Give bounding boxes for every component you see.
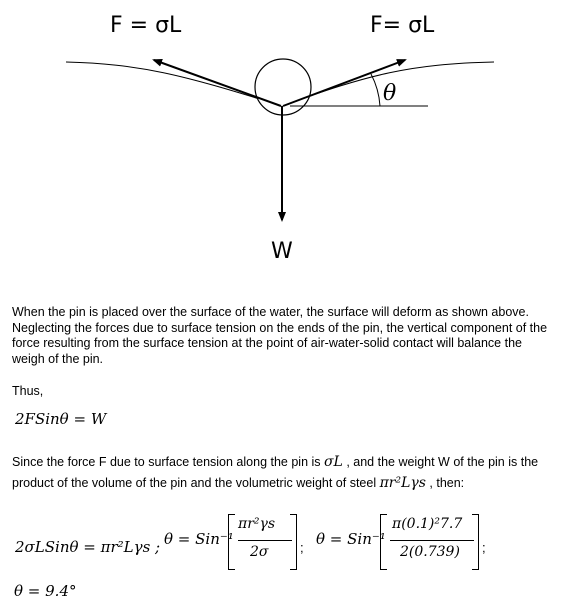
water-surface-left	[66, 62, 282, 106]
equation-result: θ = 9.4°	[14, 582, 77, 600]
angle-arc	[371, 74, 380, 106]
bracket-left-1	[228, 514, 235, 570]
separator: ;	[300, 540, 304, 555]
equation-end-semicolon: ;	[482, 540, 486, 555]
force-left-label: F = σL	[110, 13, 182, 38]
fraction-numerator-numeric: π(0.1)²7.7	[392, 516, 463, 532]
angle-label: θ	[383, 81, 397, 106]
paragraph-weight-part1: Since the force F due to surface tension along the pin is	[12, 455, 324, 469]
fraction-denominator-general: 2σ	[250, 544, 269, 560]
fraction-numerator-general: πr²γs	[238, 516, 276, 532]
paragraph-weight	[12, 452, 548, 494]
surface-tension-diagram	[0, 0, 561, 290]
steel-weight-expression: πr²Lγs	[379, 475, 426, 491]
paragraph-thus: Thus,	[12, 384, 44, 398]
fraction-denominator-numeric: 2(0.739)	[400, 544, 460, 560]
paragraph-weight-part3: , then:	[425, 476, 465, 490]
equation-substituted: 2σLSinθ = πr²Lγs ;	[15, 538, 161, 556]
bracket-right-1	[290, 514, 297, 570]
weight-label: W	[271, 239, 293, 264]
fraction-bar-general	[238, 540, 292, 541]
paragraph-deformation: When the pin is placed over the surface of the water, the surface will deform as shown above. Neglecting the forces due to surface tension on the ends of the pin, the vertical component of the force resulting from the surface tension at the point of air-water-solid contact will balance the weigh of the pin.	[12, 305, 548, 366]
paragraph-weight-part2: , and the weight W of the pin is the product of the volume of the pin and the volumetric weight of steel	[12, 455, 539, 490]
fraction-bar-numeric	[390, 540, 474, 541]
equation-theta-general-lhs: θ = Sin⁻¹	[164, 530, 234, 548]
bracket-right-2	[472, 514, 479, 570]
equation-theta-numeric-lhs: θ = Sin⁻¹	[316, 530, 386, 548]
force-right-label: F= σL	[370, 13, 435, 38]
bracket-left-2	[380, 514, 387, 570]
sigma-l-symbol: σL	[324, 454, 343, 470]
equation-force-balance: 2FSinθ = W	[15, 410, 107, 428]
